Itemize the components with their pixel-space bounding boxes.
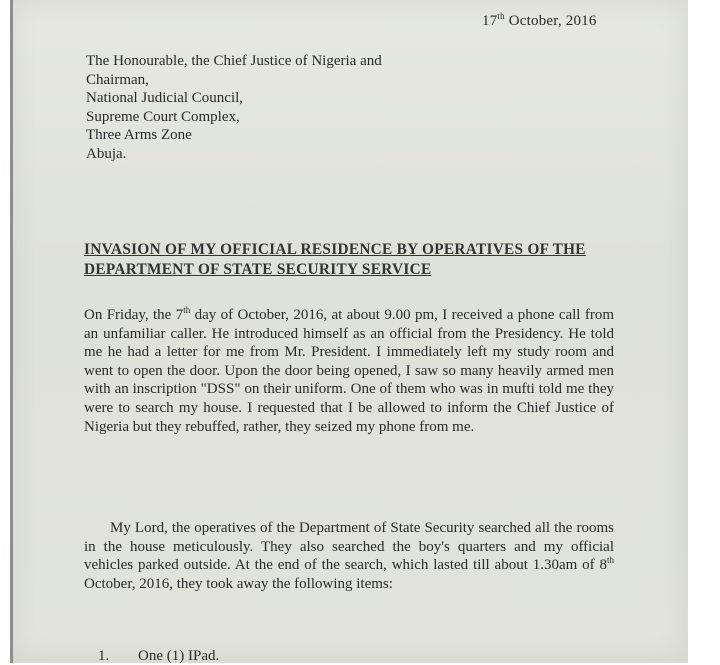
address-line: The Honourable, the Chief Justice of Nigeria and (86, 53, 382, 69)
paragraph-2: My Lord, the operatives of the Department of State Security searched all the rooms in the house meticulously. They also searched the boy's quarters and my official vehicles parked outside. At the end of the search, which lasted till about 1.30am of 8th October, 2016, they took away the following items: (84, 520, 614, 592)
items-list (98, 647, 219, 665)
address-line: Abuja. (86, 145, 127, 162)
letter-date: 17th October, 2016 (482, 11, 597, 29)
address-line: National Judicial Council, (86, 90, 244, 107)
list-item (98, 647, 219, 665)
list-item-text: One (1) IPad. (138, 648, 220, 664)
address-line: Supreme Court Complex, (86, 108, 240, 125)
address-line: Three Arms Zone (86, 127, 192, 144)
recipient-address (86, 52, 382, 164)
subject-heading: INVASION OF MY OFFICIAL RESIDENCE BY OPERATIVES OF THE DEPARTMENT OF STATE SECURITY SERVICE (84, 241, 586, 278)
list-item-number: 1. (98, 648, 110, 664)
paragraph-1: On Friday, the 7th day of October, 2016, at about 9.00 pm, I received a phone call from an unfamiliar caller. He introduced himself as an official from the Presidency. He told me he had a letter for me from Mr. President. I immediately left my study room and went to open the door. Upon the door being opened, I saw so many heavily armed men with an inscription "DSS" on their uniform. One of them who was in mufti told me they were to search my house. I requested that I be allowed to inform the Chief Justice of Nigeria but they rebuffed, rather, they seized my phone from me. (84, 305, 614, 435)
page-edge (10, 0, 13, 663)
address-line: Chairman, (86, 71, 149, 88)
